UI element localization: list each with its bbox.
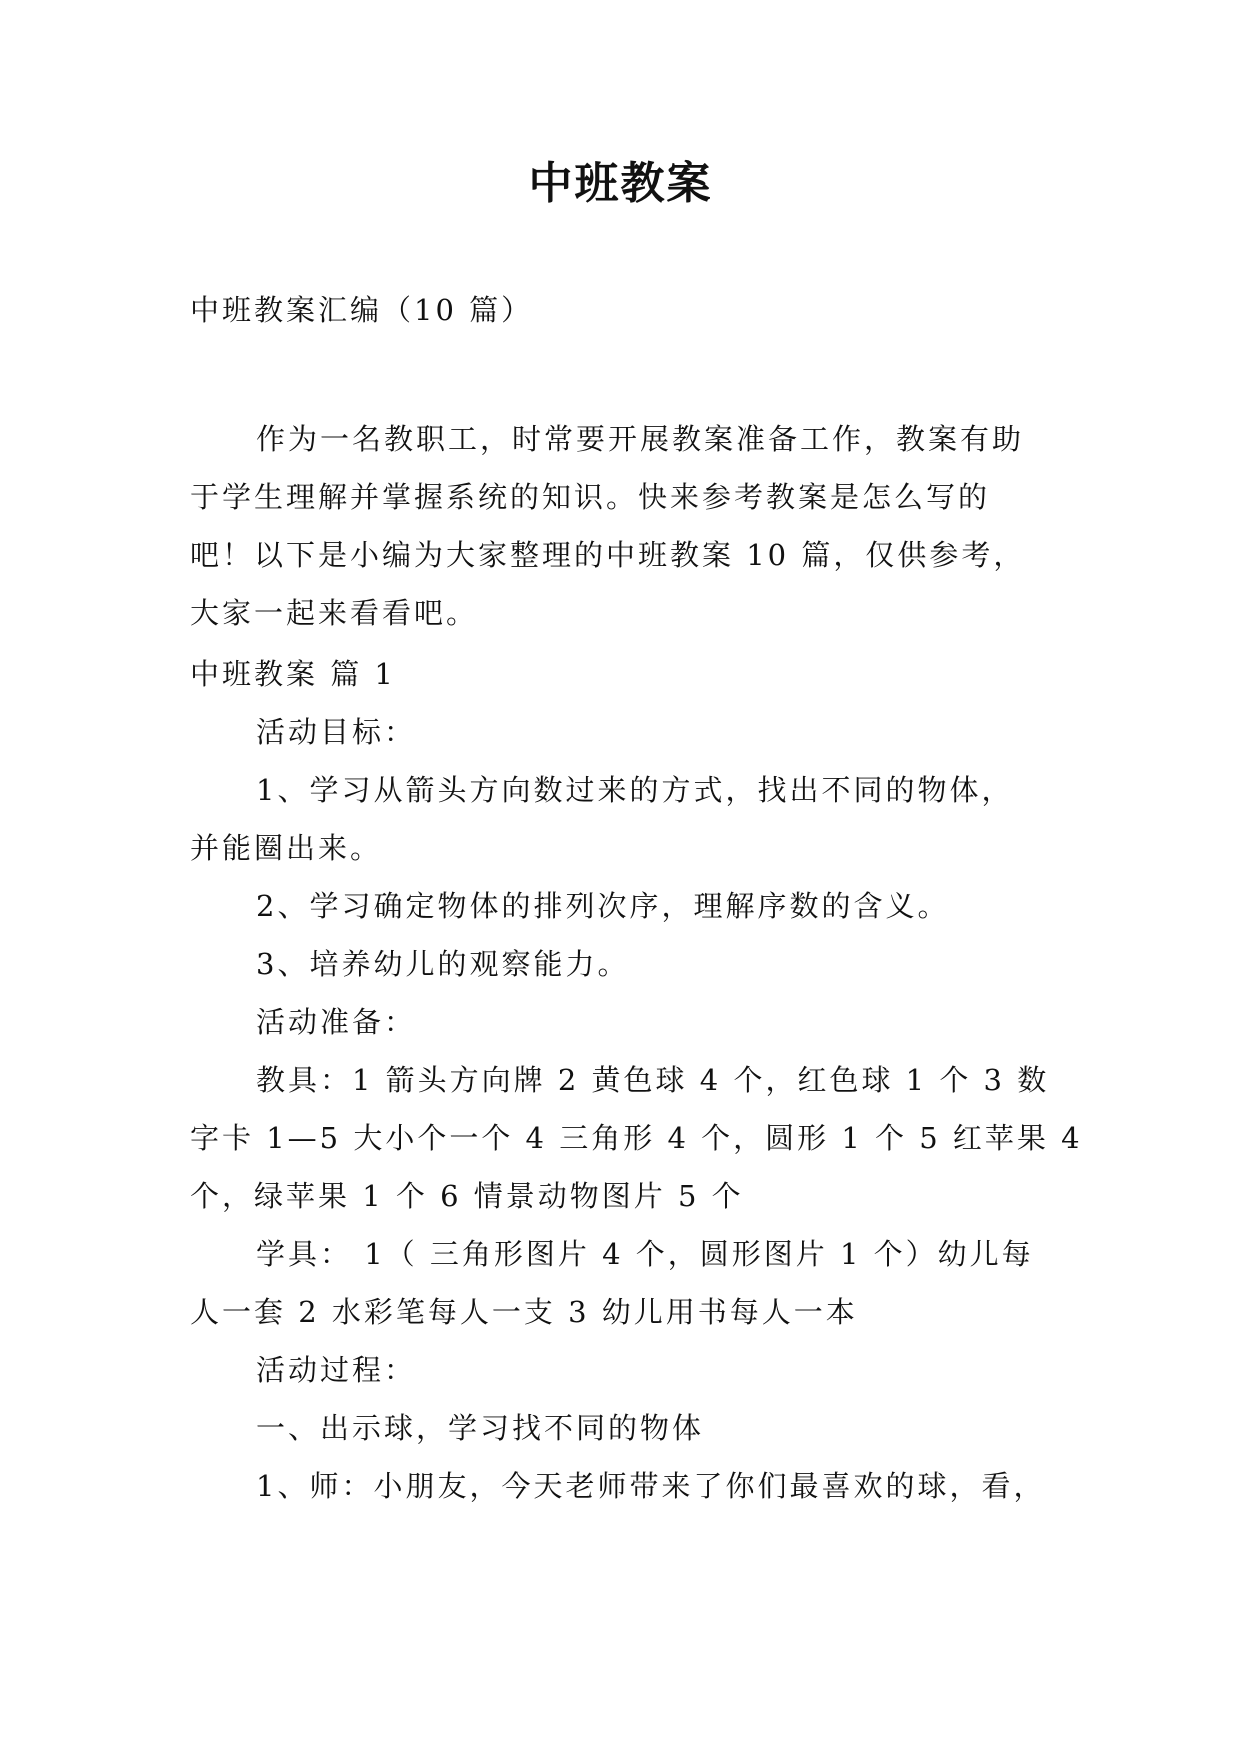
body-line: 一、出示球，学习找不同的物体	[256, 1411, 705, 1445]
document-title: 中班教案	[528, 158, 713, 209]
body-line: 1、师：小朋友，今天老师带来了你们最喜欢的球，看，	[256, 1469, 1046, 1503]
body-line: 3、培养幼儿的观察能力。	[256, 947, 630, 981]
body-line: 活动准备：	[256, 1005, 417, 1039]
section-heading: 中班教案 篇 1	[190, 657, 396, 691]
document-subtitle: 中班教案汇编（10 篇）	[190, 293, 534, 327]
body-line: 教具：1 箭头方向牌 2 黄色球 4 个，红色球 1 个 3 数	[256, 1063, 1050, 1097]
intro-line: 作为一名教职工，时常要开展教案准备工作，教案有助	[256, 422, 1025, 456]
intro-line: 大家一起来看看吧。	[190, 596, 479, 630]
body-line: 活动过程：	[256, 1353, 417, 1387]
body-lines	[190, 703, 1083, 1515]
body-line: 2、学习确定物体的排列次序，理解序数的含义。	[256, 889, 950, 923]
body-line: 1、学习从箭头方向数过来的方式，找出不同的物体，	[256, 773, 1014, 807]
intro-paragraph	[190, 410, 1060, 642]
body-line: 人一套 2 水彩笔每人一支 3 幼儿用书每人一本	[190, 1295, 858, 1329]
intro-line: 于学生理解并掌握系统的知识。快来参考教案是怎么写的	[190, 480, 991, 514]
section-body	[190, 657, 1083, 1515]
body-line: 学具： 1（ 三角形图片 4 个，圆形图片 1 个）幼儿每	[256, 1237, 1034, 1271]
body-line: 个，绿苹果 1 个 6 情景动物图片 5 个	[190, 1179, 744, 1213]
body-line: 活动目标：	[256, 715, 417, 749]
body-line: 并能圈出来。	[190, 831, 383, 865]
intro-line: 吧！以下是小编为大家整理的中班教案 10 篇，仅供参考，	[190, 538, 1026, 572]
body-line: 字卡 1—5 大小个一个 4 三角形 4 个，圆形 1 个 5 红苹果 4	[190, 1121, 1083, 1155]
